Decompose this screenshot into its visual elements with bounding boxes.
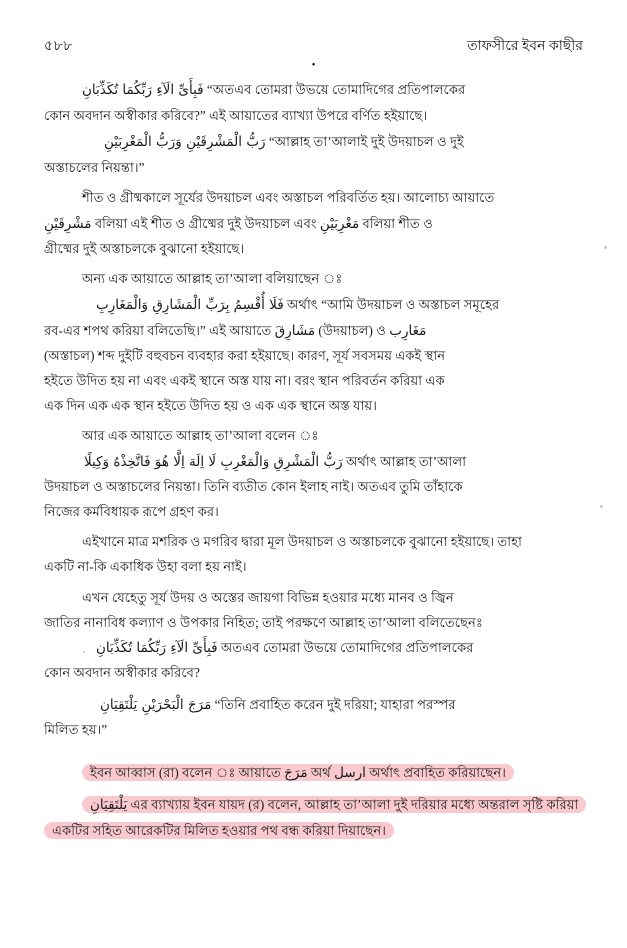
paragraph-9 (44, 587, 583, 634)
paragraph-8-line-1: এইখানে মাত্র মশরিক ও মগরিব দ্বারা মূল উদয়াচল ও অস্তাচলকে বুঝানো হইয়াছে। তাহা (82, 534, 522, 550)
paragraph-8 (44, 531, 583, 578)
paragraph-6: আর এক আয়াতে আল্লাহ তা’আলা বলেন ঃ (82, 428, 319, 444)
paragraph-11-line-2: মিলিত হয়।” (44, 721, 108, 737)
highlight-1-text-a: ইবন আব্বাস (রা) বলেন ঃ আয়াতে (90, 764, 281, 780)
book-title: তাফসীরে ইবন কাছীর (467, 39, 583, 54)
highlight-2-line-1: এর ব্যাখ্যায় ইবন যায়দ (র) বলেন, আল্লাহ তা’আলা দুই দরিয়ার (130, 796, 448, 812)
page-header (44, 34, 583, 58)
paragraph-9-line-1: এখন যেহেতু সূর্য উদয় ও অস্তের জায়গা বিভিন্ন হওয়ার মধ্যে মানব ও জ্বিন (82, 589, 454, 605)
paragraph-10-line-1: অতএব তোমরা উভয়ে তোমাদিগের প্রতিপালকের (220, 640, 474, 656)
paragraph-3-line-2 (44, 212, 583, 236)
arabic-term-magharib: مَغَارِب (389, 323, 427, 340)
paragraph-8-line-2: একটি না-কি একাধিক উহা বলা হয় নাই। (44, 559, 247, 575)
paragraph-5-line-3: (অস্তাচল) শব্দ দুইটি বহুবচন ব্যবহার করা হইয়াছে। কারণ, সূর্য সবসময় একই স্থান (44, 348, 446, 364)
page-number: ৫৮৮ (44, 39, 73, 54)
paragraph-5-line-2-text-b: (উদয়াচল) ও (318, 323, 386, 339)
paragraph-1-line-2: কোন অবদান অস্বীকার করিবে?” এই আয়াতের ব্যাখ্যা উপরে বর্ণিত হইয়াছে। (44, 108, 428, 124)
arabic-term-mashariq: مَشَارِقَ (274, 323, 316, 340)
paragraph-3-line-2-text-b: বলিয়া শীত ও (362, 215, 433, 231)
paragraph-3 (44, 187, 583, 260)
paragraph-9-line-2: জাতির নানাবিধ কল্যাণ ও উপকার নিহিত; তাই পরক্ষণে আল্লাহ তা’আলা বলিতেছেনঃ (44, 614, 483, 630)
paragraph-5-line-4: হইতে উদিত হয় না এবং একই স্থানে অস্ত যায় না। বরং স্থান পরিবর্তন করিয়া এক (44, 372, 445, 388)
paragraph-10-line-2: কোন অবদান অস্বীকার করিবে? (44, 665, 200, 681)
paragraph-5-line-2 (44, 319, 583, 343)
paragraph-3-line-2-text-a: বলিয়া এই শীত ও গ্রীষ্মের দুই উদয়াচল এবং (94, 215, 317, 231)
arabic-term-maraja: مَرَجَ (284, 764, 308, 781)
paragraph-3-line-1: শীত ও গ্রীষ্মকালে সূর্যের উদয়াচল এবং অস্তাচল পরিবর্তিত হয়। আলোচ্য আয়াতে (82, 190, 495, 206)
highlighted-note-2 (44, 792, 583, 844)
highlight-2-line-2: মধ্যে অন্তরাল সৃষ্টি করিয়া একটির সহিত আরেকটির মিলিত হওয়ার পথ বন্ধ করিয়া (52, 796, 579, 839)
highlight-2-line-3: দিয়াছেন। (337, 823, 386, 839)
highlight-span-2 (44, 796, 586, 839)
paragraph-1-line-1: “অতএব তোমরা উভয়ে তোমাদিগের প্রতিপালকের (206, 82, 466, 97)
highlight-1-text-c: অর্থাৎ প্রবাহিত করিয়াছেন। (369, 764, 506, 780)
arabic-verse-1: فَبِأَىِّ الَآءِ رَبِّكُمَا تُكَذِّبَانِ (82, 82, 204, 98)
paragraph-5-line-5: এক দিন এক এক স্থান হইতে উদিত হয় ও এক এক স্থানে অস্ত যায়। (44, 397, 377, 413)
arabic-verse-2: رَبُّ الْمَشْرِقَيْنِ وَرَبُّ الْمَغْرِبَيْنِ (104, 133, 266, 150)
paragraph-5 (44, 293, 583, 417)
arabic-verse-4: رَبُّ الْمَشْرِقِ وَالْمَغْرِبِ لَا اِلَهَ اِلَّا هُوَ فَاتَّخِذْهُ وَكِيلًا (84, 454, 343, 470)
paragraph-2 (44, 130, 583, 180)
arabic-verse-5: فَبِأَىِّ الَآءِ رَبِّكُمَا تُكَذِّبَانِ (96, 640, 218, 657)
arabic-term-mashriqayn: مَشْرِقَيْنِ (44, 215, 92, 232)
paragraph-1 (44, 78, 583, 128)
paragraph-5-line-1: অর্থাৎ “আমি উদয়াচল ও অস্তাচল সমূহের (286, 297, 500, 313)
center-dot-ornament: • (311, 59, 316, 71)
paragraph-2-line-1: “আল্লাহ তা’আলাই দুই উদয়াচল ও দুই (268, 133, 464, 149)
paragraph-4: অন্য এক আয়াতে আল্লাহ তা’আলা বলিয়াছেন ঃ (82, 271, 343, 287)
paragraph-7-line-1: অর্থাৎ আল্লাহ তা’আলা (345, 454, 467, 469)
paragraph-7-line-3: নিজের কর্মবিধায়ক রূপে গ্রহণ কর। (44, 503, 219, 519)
arabic-term-arsala: ارسل (334, 764, 366, 781)
paragraph-7-line-2: উদয়াচল ও অস্তাচলের নিয়ন্তা। তিনি ব্যতীত কোন ইলাহ নাই। অতএব তুমি তাঁহাকে (44, 479, 463, 495)
paragraph-11 (44, 693, 583, 742)
paper-speck (604, 246, 607, 249)
highlight-span-1 (82, 764, 514, 781)
arabic-term-maghribayn: مَغْرِبَيْنِ (319, 215, 360, 232)
paragraph-2-line-2: অস্তাচলের নিয়ন্তা।” (44, 159, 145, 175)
arabic-term-yaltaqiyan: يَلْتَقِيَانِ (90, 796, 128, 813)
arabic-verse-6: مَرَجَ الْبَحْرَيْنِ يَلْتَقِيَانِ (100, 696, 212, 713)
paragraph-11-line-1: “তিনি প্রবাহিত করেন দুই দরিয়া; যাহারা পরস্পর (214, 696, 456, 712)
spacer (44, 744, 583, 754)
arabic-verse-3: فَلَا أُقْسِمُ بِرَبِّ الْمَشَارِقِ وَالْمَغَارِبِ (96, 297, 284, 314)
highlighted-note-1 (44, 760, 583, 786)
paper-speck (83, 651, 85, 653)
paper-speck (600, 505, 603, 508)
paragraph-5-line-2-text-a: রব-এর শপথ করিয়া বলিতেছি।” এই আয়াতে (44, 323, 272, 339)
paragraph-3-line-3: গ্রীষ্মের দুই অস্তাচলকে বুঝানো হইয়াছে। (44, 240, 245, 256)
highlight-1-text-b: অর্থ (310, 764, 331, 780)
paragraph-7 (44, 450, 583, 523)
paragraph-10 (44, 636, 583, 685)
